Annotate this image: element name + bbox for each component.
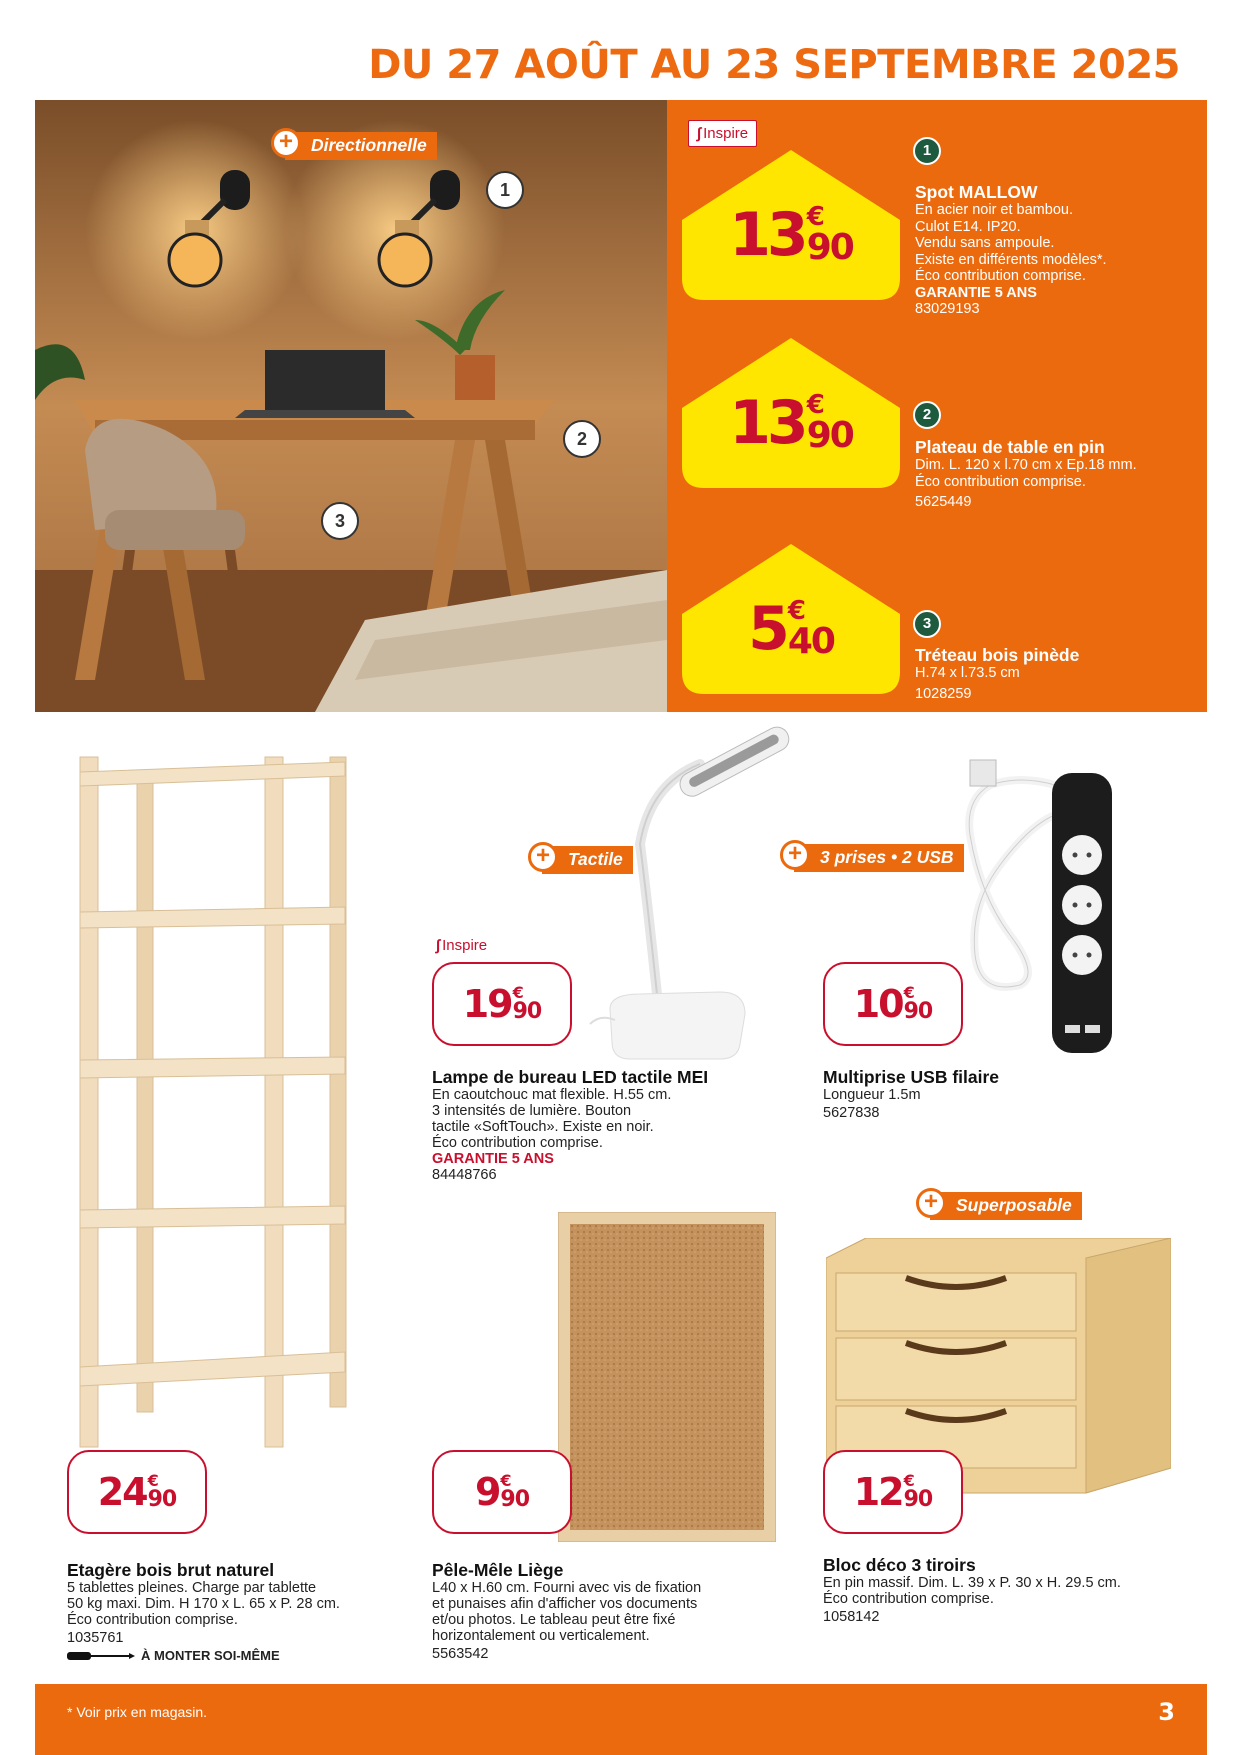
offer-description-trestle: Tréteau bois pinède H.74 x l.73.5 cm 1028259 <box>915 645 1080 702</box>
offer-date-range: DU 27 AOÛT AU 23 SEPTEMBRE 2025 <box>368 42 1180 88</box>
product-description-power-strip: Multiprise USB filaire Longueur 1.5m 5627838 <box>823 1067 1000 1121</box>
price-tag-lamp: 19 € 90 <box>432 962 572 1046</box>
inspire-logo-icon: ∫ <box>436 937 441 954</box>
lamp-product-image <box>580 724 790 1064</box>
price-tag-shelf: 24 € 90 <box>67 1450 207 1534</box>
cork-board-product-image <box>558 1212 776 1542</box>
photo-callout-2: 2 <box>563 420 601 458</box>
offer-number-3: 3 <box>913 610 941 638</box>
power-strip-product-image <box>960 755 1115 1055</box>
tactile-feature-badge: + Tactile <box>542 846 633 874</box>
plus-icon: + <box>528 842 558 872</box>
directional-feature-badge: + Directionnelle <box>285 132 437 160</box>
price-tag-spot: 13 € 90 <box>682 150 900 300</box>
sockets-feature-badge: + 3 prises • 2 USB <box>794 844 964 872</box>
page-footer <box>35 1684 1207 1755</box>
inspire-brand-tag-lamp: ∫ Inspire <box>436 937 488 954</box>
stackable-feature-badge: + Superposable <box>930 1192 1082 1220</box>
product-description-drawer-block: Bloc déco 3 tiroirs En pin massif. Dim. L. 39 x P. 30 x H. 29.5 cm. Éco contribution comprise. 1058142 <box>823 1555 1121 1625</box>
offer-description-table-top: Plateau de table en pin Dim. L. 120 x l.70 cm x Ep.18 mm. Éco contribution comprise. 5625449 <box>915 437 1137 510</box>
photo-callout-3: 3 <box>321 502 359 540</box>
plus-icon: + <box>780 840 810 870</box>
plus-icon: + <box>916 1188 946 1218</box>
screwdriver-icon <box>67 1650 135 1662</box>
offer-description-spot: Spot MALLOW En acier noir et bambou. Culot E14. IP20. Vendu sans ampoule. Existe en différents modèles*. Éco contribution comprise. GARANTIE 5 ANS 83029193 <box>915 182 1107 317</box>
desk-scene-illustration <box>35 100 667 712</box>
assembly-notice: À MONTER SOI-MÊME <box>67 1648 387 1664</box>
offer-number-1: 1 <box>913 137 941 165</box>
offer-number-2: 2 <box>913 401 941 429</box>
price-tag-power-strip: 10 € 90 <box>823 962 963 1046</box>
product-description-lamp: Lampe de bureau LED tactile MEI En caoutchouc mat flexible. H.55 cm. 3 intensités de lumière. Bouton tactile «SoftTouch». Existe en noir. Éco contribution comprise. GARANTIE 5 ANS 84448766 <box>432 1067 709 1183</box>
plus-icon: + <box>271 128 301 158</box>
product-description-cork-board: Pêle-Mêle Liège L40 x H.60 cm. Fourni avec vis de fixation et punaises afin d'afficher vos documents et/ou photos. Le tableau peut être fixé horizontalement ou verticalement. 5563542 <box>432 1560 702 1662</box>
price-tag-trestle: 5 € 40 <box>682 544 900 694</box>
inspire-brand-tag: ∫ Inspire <box>688 120 757 147</box>
photo-callout-1: 1 <box>486 171 524 209</box>
price-tag-drawer-block: 12 € 90 <box>823 1450 963 1534</box>
page-number: 3 <box>1158 1698 1175 1726</box>
price-tag-cork-board: 9 € 90 <box>432 1450 572 1534</box>
shelf-product-image <box>75 752 355 1452</box>
inspire-logo-icon: ∫ <box>697 125 702 142</box>
footer-note: * Voir prix en magasin. <box>67 1704 208 1720</box>
price-tag-table-top: 13 € 90 <box>682 338 900 488</box>
hero-photo <box>35 100 667 712</box>
product-description-shelf: Etagère bois brut naturel 5 tablettes pleines. Charge par tablette 50 kg maxi. Dim. H 170 x L. 65 x P. 28 cm. Éco contribution comprise. 1035761 À MONTER SOI-MÊME <box>67 1560 387 1664</box>
